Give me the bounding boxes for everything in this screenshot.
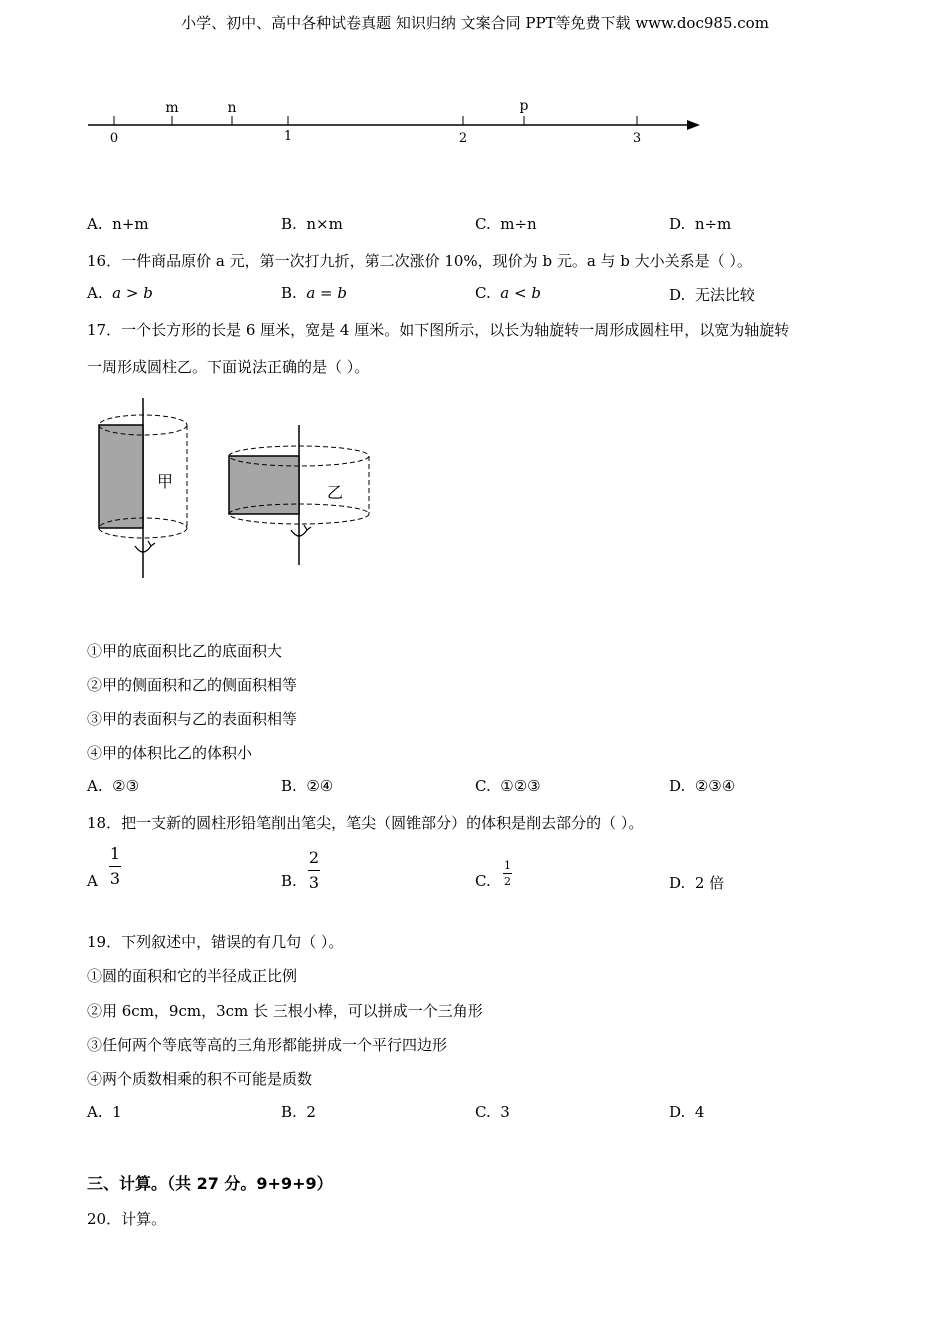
- cylinders-figure: [85, 390, 385, 585]
- label-jia: 甲: [156, 472, 174, 491]
- q17-option-c[interactable]: C. ①②③: [475, 777, 541, 795]
- q18-option-b-letter[interactable]: B.: [281, 872, 297, 890]
- tick-label-3: 3: [632, 131, 642, 146]
- fraction-bar: [109, 866, 121, 867]
- q19-option-c[interactable]: C. 3: [475, 1103, 510, 1121]
- q18-option-c-letter[interactable]: C.: [475, 872, 491, 890]
- q17-option-a[interactable]: A. ②③: [87, 777, 140, 795]
- fraction-numerator: 1: [109, 844, 121, 863]
- tick-label-0: 0: [109, 131, 119, 146]
- q18-stem: 18．把一支新的圆柱形铅笔削出笔尖，笔尖（圆锥部分）的体积是削去部分的（ ）。: [87, 814, 644, 832]
- q17-statement-1: ①甲的底面积比乙的底面积大: [87, 642, 283, 660]
- q16-stem: 16．一件商品原价 a 元，第一次打九折，第二次涨价 10%，现价为 b 元。a 与 b 大小关系是（ ）。: [87, 252, 752, 270]
- q17-option-d[interactable]: D. ②③④: [669, 777, 736, 795]
- section-title: 三、计算。（共 27 分。9+9+9）: [87, 1174, 333, 1193]
- fraction-denominator: 2: [504, 875, 511, 888]
- label-n: n: [227, 100, 237, 116]
- q16-option-b[interactable]: B. a = b: [281, 284, 347, 302]
- q16-option-a[interactable]: A. a > b: [87, 284, 153, 302]
- label-m: m: [165, 100, 179, 116]
- q17-statement-3: ③甲的表面积与乙的表面积相等: [87, 710, 298, 728]
- fraction-numerator: 1: [504, 859, 511, 872]
- q17-option-b[interactable]: B. ②④: [281, 777, 334, 795]
- q19-statement-4: ④两个质数相乘的积不可能是质数: [87, 1070, 313, 1088]
- q19-statement-3: ③任何两个等底等高的三角形都能拼成一个平行四边形: [87, 1036, 448, 1054]
- cylinder-yi: [229, 425, 369, 565]
- q17-stem-line1: 17．一个长方形的长是 6 厘米，宽是 4 厘米。如下图所示，以长为轴旋转一周形成圆柱甲，以宽为轴旋转: [87, 321, 790, 339]
- fraction-denominator: 3: [308, 873, 320, 892]
- fraction-numerator: 2: [308, 848, 320, 867]
- cylinder-jia: [99, 398, 187, 578]
- q18-option-d[interactable]: D. 2 倍: [669, 874, 725, 892]
- q19-stem: 19．下列叙述中，错误的有几句（ ）。: [87, 933, 344, 951]
- rotation-arrow-yi: [291, 525, 311, 536]
- q15-option-d[interactable]: D. n÷m: [669, 215, 732, 233]
- q15-option-b[interactable]: B. n×m: [281, 215, 343, 233]
- q17-statement-2: ②甲的侧面积和乙的侧面积相等: [87, 676, 298, 694]
- tick-label-2: 2: [458, 131, 468, 146]
- number-line-figure: [80, 90, 710, 150]
- q15-option-c[interactable]: C. m÷n: [475, 215, 537, 233]
- rotation-arrow-jia: [135, 541, 155, 552]
- q19-option-b[interactable]: B. 2: [281, 1103, 316, 1121]
- label-yi: 乙: [326, 483, 344, 502]
- q19-option-a[interactable]: A. 1: [87, 1103, 122, 1121]
- q19-statement-1: ①圆的面积和它的半径成正比例: [87, 967, 298, 985]
- q19-statement-2: ②用 6cm，9cm，3cm 长 三根小棒，可以拼成一个三角形: [87, 1002, 483, 1020]
- rect-jia: [99, 425, 143, 528]
- q16-option-d[interactable]: D. 无法比较: [669, 286, 755, 304]
- q18-option-c-fraction[interactable]: [503, 860, 512, 887]
- q18-option-b-fraction[interactable]: [308, 850, 320, 891]
- q17-stem-line2: 一周形成圆柱乙。下面说法正确的是（ ）。: [87, 358, 370, 376]
- fraction-bar: [503, 873, 512, 874]
- q18-option-a-fraction[interactable]: [109, 846, 121, 887]
- tick-label-1: 1: [283, 129, 293, 144]
- q17-statement-4: ④甲的体积比乙的体积小: [87, 744, 253, 762]
- q15-option-a[interactable]: A. n+m: [87, 215, 149, 233]
- fraction-bar: [308, 870, 320, 871]
- q16-option-c[interactable]: C. a < b: [475, 284, 541, 302]
- label-p: p: [519, 98, 529, 114]
- q20-stem: 20．计算。: [87, 1210, 167, 1228]
- q18-option-a-letter[interactable]: A: [87, 872, 98, 890]
- q19-option-d[interactable]: D. 4: [669, 1103, 705, 1121]
- page-header: 小学、初中、高中各种试卷真题 知识归纳 文案合同 PPT等免费下载 www.doc985.com: [181, 14, 769, 32]
- number-line-arrow: [687, 120, 700, 130]
- fraction-denominator: 3: [109, 869, 121, 888]
